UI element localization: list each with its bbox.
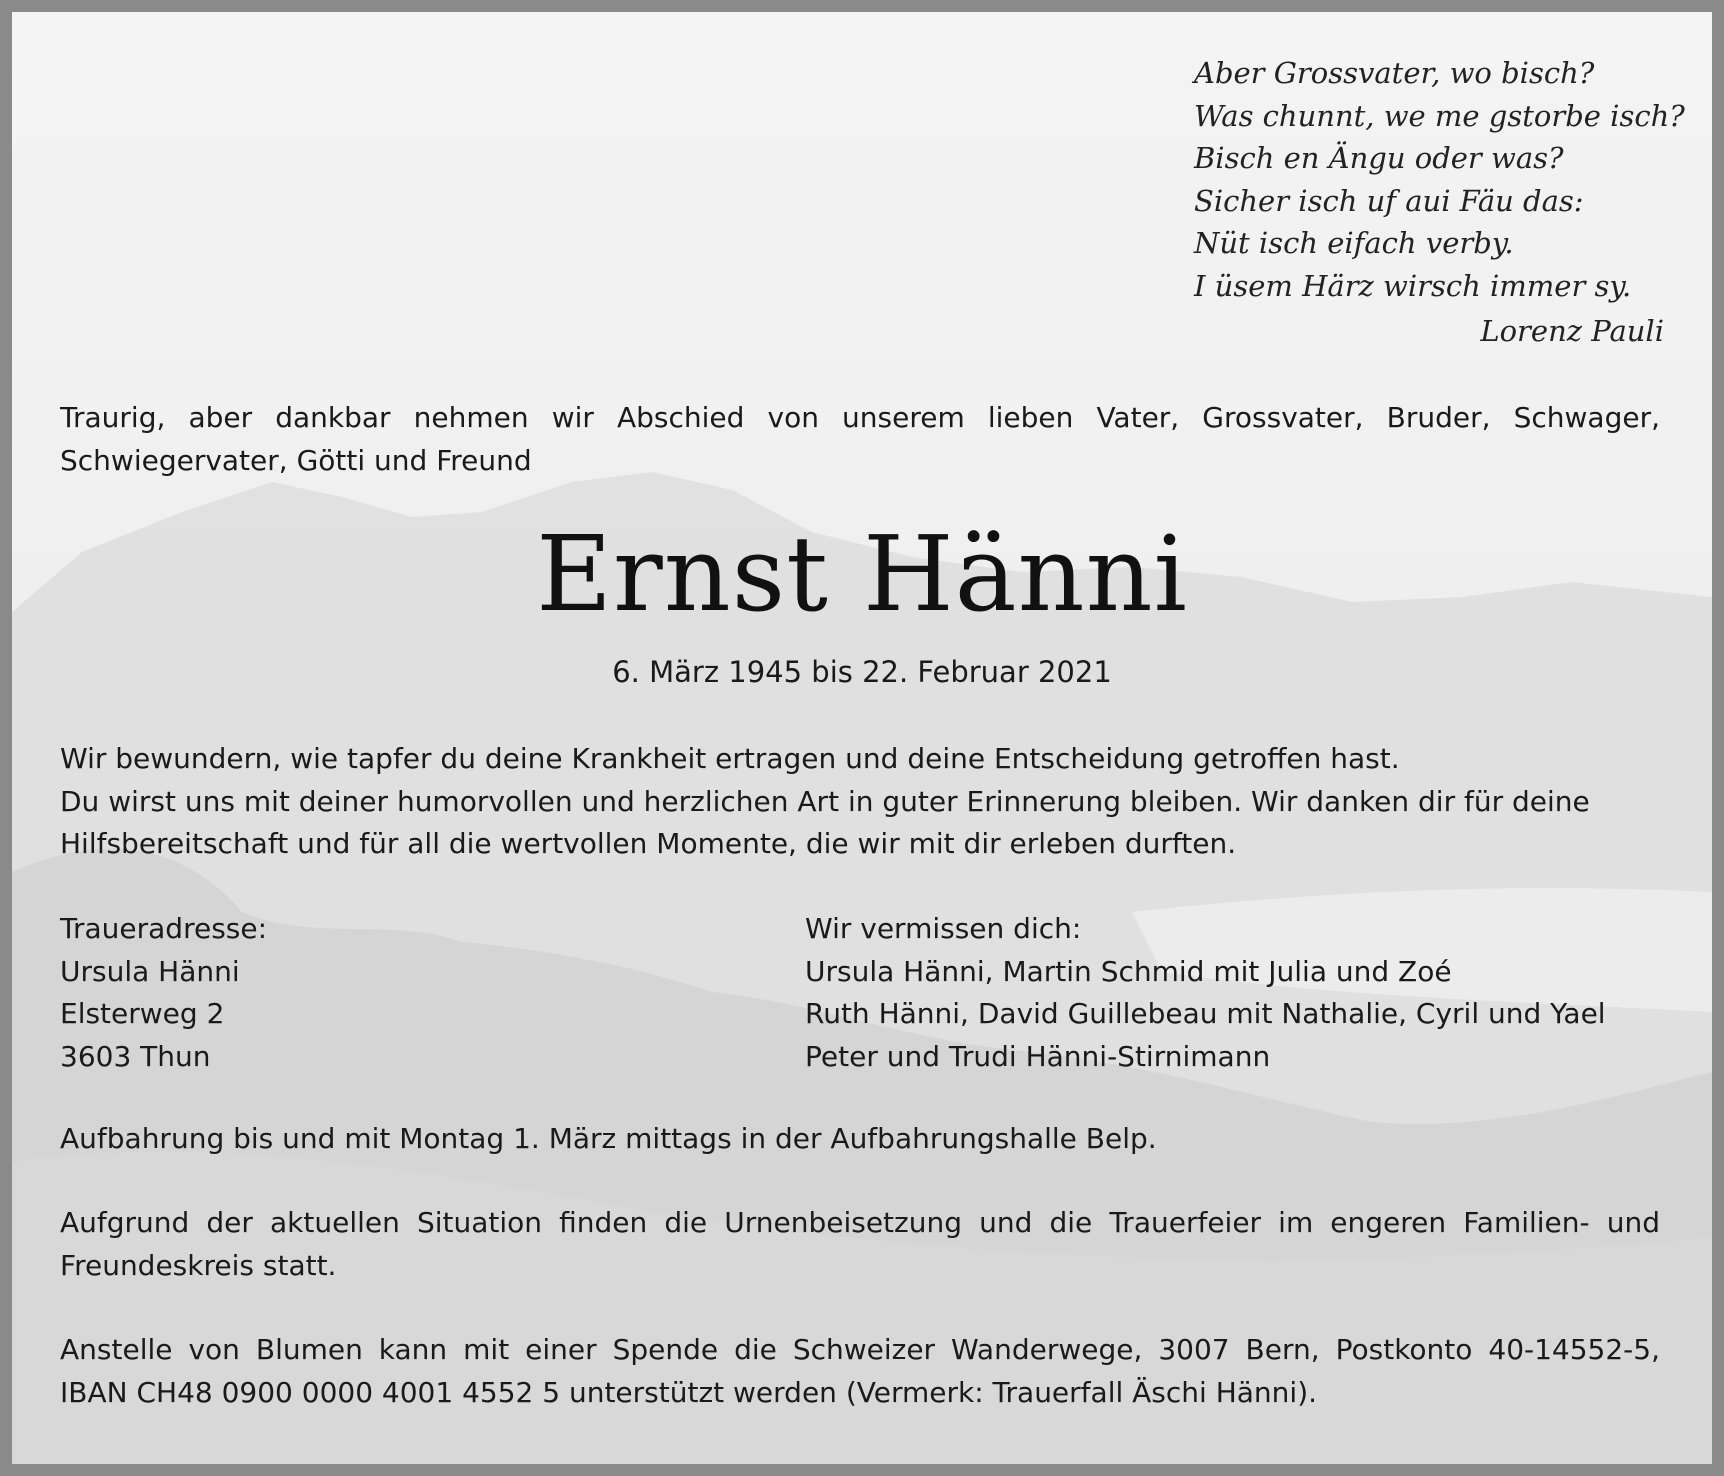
intro-text: [60, 397, 1660, 482]
mourner-line: Ruth Hänni, David Guillebeau mit Nathalie, Cyril und Yael: [805, 997, 1606, 1030]
donation-line-2: IBAN CH48 0900 0000 4001 4552 5 unterstützt werden (Vermerk: Trauerfall Äschi Hänni).: [60, 1375, 1318, 1409]
address-line: Elsterweg 2: [60, 997, 225, 1030]
poem-line: Aber Grossvater, wo bisch?: [1194, 56, 1595, 90]
intro-line-1: Traurig, aber dankbar nehmen wir Abschied von unserem lieben Vater, Grossvater, Bruder, Schwager,: [60, 401, 1660, 434]
ceremony-line-1: Aufgrund der aktuellen Situation finden die Urnenbeisetzung und die Trauerfeier im engeren Familien- und: [60, 1206, 1660, 1239]
poem-author: Lorenz Pauli: [1480, 313, 1664, 348]
poem-line: Nüt isch eifach verby.: [1194, 226, 1514, 261]
poem-line: Was chunnt, we me gstorbe isch?: [1194, 98, 1685, 133]
mourners-list: [805, 908, 1606, 1078]
ceremony-line-2: Freundeskreis statt.: [60, 1248, 337, 1282]
poem-line: Bisch en Ängu oder was?: [1194, 141, 1564, 176]
farewell-message: [60, 738, 1660, 866]
mourner-line: Peter und Trudi Hänni-Stirnimann: [805, 1039, 1271, 1073]
poem-line: Sicher isch uf aui Fäu das:: [1194, 183, 1584, 218]
mourners-heading: Wir vermissen dich:: [805, 912, 1082, 945]
mourner-line: Ursula Hänni, Martin Schmid mit Julia und Zoé: [805, 954, 1452, 988]
ceremony-notice: [60, 1202, 1660, 1287]
obituary-card: [12, 12, 1712, 1464]
viewing-notice: Aufbahrung bis und mit Montag 1. März mittags in der Aufbahrungshalle Belp.: [60, 1122, 1157, 1155]
message-line: Du wirst uns mit deiner humorvollen und herzlichen Art in guter Erinnerung bleiben. Wir danken dir für deine: [60, 784, 1590, 818]
life-dates: 6. März 1945 bis 22. Februar 2021: [612, 655, 1112, 689]
address-line: 3603 Thun: [60, 1039, 211, 1073]
donation-line-1: Anstelle von Blumen kann mit einer Spende die Schweizer Wanderwege, 3007 Bern, Postkonto 40-14552-5,: [60, 1333, 1660, 1366]
message-line: Hilfsbereitschaft und für all die wertvollen Momente, die wir mit dir erleben durften.: [60, 827, 1237, 860]
donation-notice: [60, 1329, 1660, 1414]
deceased-name: Ernst Hänni: [536, 513, 1188, 635]
poem: [1194, 52, 1685, 352]
poem-line: I üsem Härz wirsch immer sy.: [1194, 268, 1632, 303]
address-heading: Traueradresse:: [60, 912, 268, 945]
mourning-address: [60, 908, 267, 1078]
address-line: Ursula Hänni: [60, 954, 240, 988]
intro-line-2: Schwiegervater, Götti und Freund: [60, 443, 532, 477]
message-line: Wir bewundern, wie tapfer du deine Krankheit ertragen und deine Entscheidung getroffen hast.: [60, 742, 1400, 775]
